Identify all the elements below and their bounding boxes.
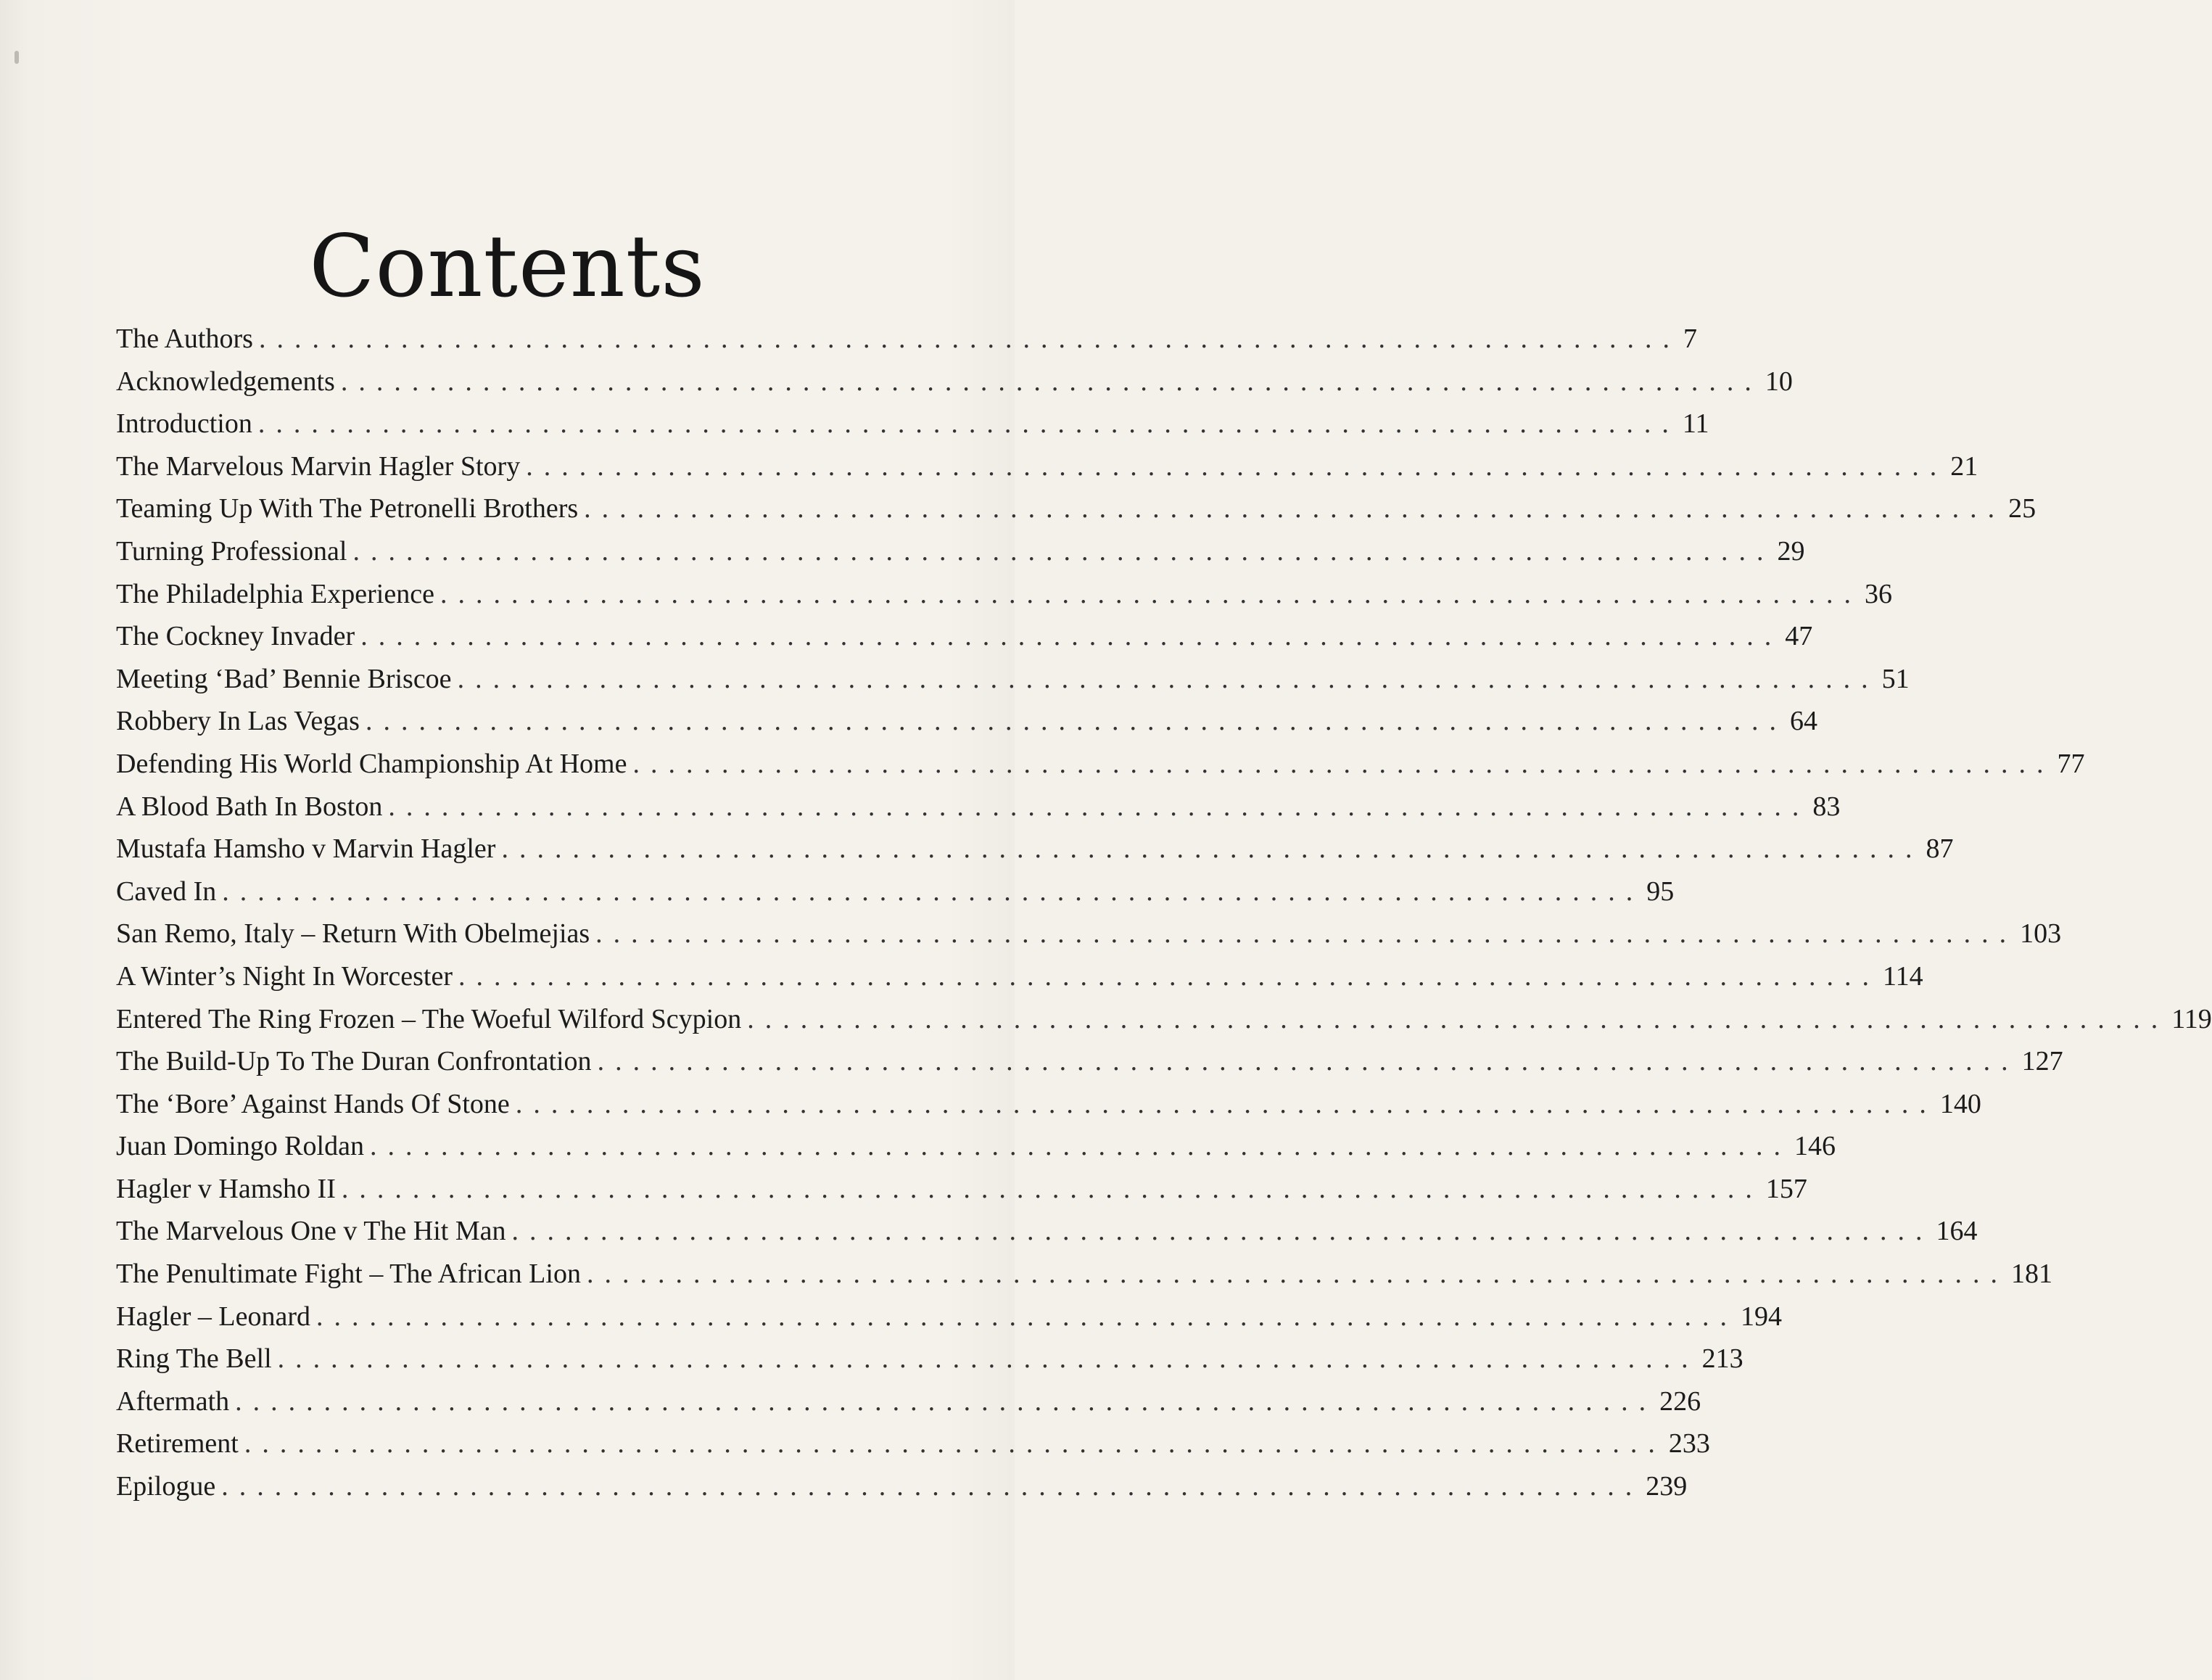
dot-leader: ................................................................................ [244,1428,1666,1459]
toc-entry-page-number: 87 [1926,833,1954,865]
toc-entry-title: The Authors [116,324,253,354]
toc-entry-title: Caved In [116,876,217,907]
toc-entry-title: The Marvelous One v The Hit Man [116,1216,506,1247]
toc-entry [116,573,1892,616]
toc-entry [116,445,1978,488]
dot-leader: ................................................................................ [316,1301,1738,1332]
toc-entry-title: Hagler v Hamsho II [116,1173,336,1204]
toc-entry [116,487,2036,530]
toc-entry-title: San Remo, Italy – Return With Obelmejias [116,918,590,950]
toc-entry-page-number: 25 [2008,493,2036,524]
toc-entry-title: Epilogue [116,1471,216,1502]
toc-entry-page-number: 233 [1668,1428,1710,1459]
dot-leader: ................................................................................ [595,918,2018,950]
dot-leader: ................................................................................ [632,748,2055,779]
toc-entry-title: The Cockney Invader [116,621,355,652]
toc-entry-page-number: 7 [1683,324,1697,354]
toc-entry [116,1296,1782,1338]
toc-entry-title: Retirement [116,1428,239,1459]
toc-entry-title: Acknowledgements [116,366,335,397]
toc-entry-page-number: 194 [1741,1301,1782,1332]
toc-entry-page-number: 146 [1794,1131,1836,1162]
toc-entry-title: Mustafa Hamsho v Marvin Hagler [116,833,496,865]
toc-entry-page-number: 127 [2021,1046,2063,1077]
toc-entry-title: The Penultimate Fight – The African Lion [116,1259,581,1290]
dot-leader: ................................................................................ [369,1131,1791,1162]
toc-entry [116,615,1813,658]
toc-entry [116,870,1675,913]
dot-leader: ................................................................................ [352,535,1775,567]
toc-entry-title: Robbery In Las Vegas [116,706,360,737]
toc-entry [116,1422,1710,1465]
dot-leader: ................................................................................ [341,1173,1763,1204]
toc-entry [116,1380,1701,1423]
toc-entry-title: The ‘Bore’ Against Hands Of Stone [116,1088,510,1119]
dot-leader: ................................................................................ [257,408,1680,440]
toc-entry-title: A Blood Bath In Boston [116,791,383,822]
toc-entry [116,955,1923,998]
toc-entry-page-number: 140 [1939,1088,1981,1119]
page-title: Contents [309,216,706,317]
toc-entry [116,998,2212,1041]
toc-entry-title: Hagler – Leonard [116,1301,310,1332]
dot-leader: ................................................................................ [526,450,1948,482]
toc-entry-page-number: 103 [2020,918,2062,950]
toc-entry [116,530,1805,573]
toc-entry-title: The Philadelphia Experience [116,578,434,609]
toc-entry [116,1040,2063,1083]
toc-entry-title: The Build-Up To The Duran Confrontation [116,1046,592,1077]
dot-leader: ................................................................................ [457,663,1879,694]
toc-entry-title: Turning Professional [116,535,347,567]
toc-entry-page-number: 21 [1950,450,1978,482]
toc-entry-page-number: 11 [1682,408,1709,440]
toc-entry-title: Juan Domingo Roldan [116,1131,364,1162]
toc-entry-page-number: 83 [1812,791,1841,822]
toc-entry-page-number: 119 [2171,1003,2212,1034]
dot-leader: ................................................................................ [365,706,1787,737]
toc-entry-page-number: 114 [1883,960,1923,992]
toc-entry-page-number: 36 [1864,578,1892,609]
toc-entry-page-number: 95 [1646,876,1675,907]
dot-leader: ................................................................................ [501,833,1923,865]
toc-entry-title: Ring The Bell [116,1343,272,1375]
dot-leader: ................................................................................ [388,791,1810,822]
toc-entry-page-number: 47 [1785,621,1813,652]
toc-entry [116,403,1709,445]
toc-entry [116,658,1910,701]
table-of-contents [116,318,2212,1508]
dot-leader: ................................................................................ [597,1046,2019,1077]
toc-entry [116,1168,1807,1211]
toc-entry [116,913,2062,955]
toc-entry [116,318,1697,361]
dot-leader: ................................................................................ [584,493,2006,524]
toc-entry-page-number: 213 [1701,1343,1743,1375]
dot-leader: ................................................................................ [439,578,1862,609]
dot-leader: ................................................................................ [458,960,1880,992]
toc-entry-title: Aftermath [116,1385,230,1417]
toc-entry-page-number: 64 [1789,706,1817,737]
dot-leader: ................................................................................ [277,1343,1699,1375]
dot-leader: ................................................................................ [511,1216,1934,1247]
dot-leader: ................................................................................ [340,366,1762,397]
toc-entry-page-number: 157 [1765,1173,1807,1204]
toc-entry-page-number: 164 [1936,1216,1978,1247]
dot-leader: ................................................................................ [515,1088,1937,1119]
toc-entry-page-number: 77 [2057,748,2085,779]
dot-leader: ................................................................................ [235,1385,1657,1417]
dot-leader: ................................................................................ [747,1003,2169,1034]
toc-entry-page-number: 181 [2010,1259,2052,1290]
toc-entry [116,1253,2052,1296]
toc-entry [116,828,1954,870]
toc-entry-title: A Winter’s Night In Worcester [116,960,453,992]
toc-entry-page-number: 51 [1881,663,1910,694]
toc-entry-page-number: 10 [1765,366,1793,397]
toc-entry-page-number: 226 [1659,1385,1701,1417]
toc-entry-page-number: 29 [1777,535,1805,567]
toc-entry [116,1083,1981,1126]
toc-entry-title: Entered The Ring Frozen – The Woeful Wilford Scypion [116,1003,742,1034]
toc-entry-page-number: 239 [1646,1471,1688,1502]
page-blemish [15,51,19,64]
dot-leader: ................................................................................ [222,876,1644,907]
toc-entry [116,1210,1978,1253]
toc-entry [116,1125,1836,1168]
dot-leader: ................................................................................ [221,1471,1643,1502]
toc-entry-title: Meeting ‘Bad’ Bennie Briscoe [116,663,452,694]
dot-leader: ................................................................................ [586,1259,2008,1290]
toc-entry [116,361,1793,403]
toc-entry [116,786,1841,828]
toc-entry-title: Introduction [116,408,252,440]
toc-entry [116,1465,1688,1508]
toc-entry-title: Teaming Up With The Petronelli Brothers [116,493,579,524]
toc-entry [116,700,1817,743]
toc-entry-title: The Marvelous Marvin Hagler Story [116,450,521,482]
toc-entry [116,743,2085,786]
dot-leader: ................................................................................ [360,621,1783,652]
toc-entry-title: Defending His World Championship At Home [116,748,627,779]
toc-entry [116,1338,1743,1380]
dot-leader: ................................................................................ [258,324,1680,354]
